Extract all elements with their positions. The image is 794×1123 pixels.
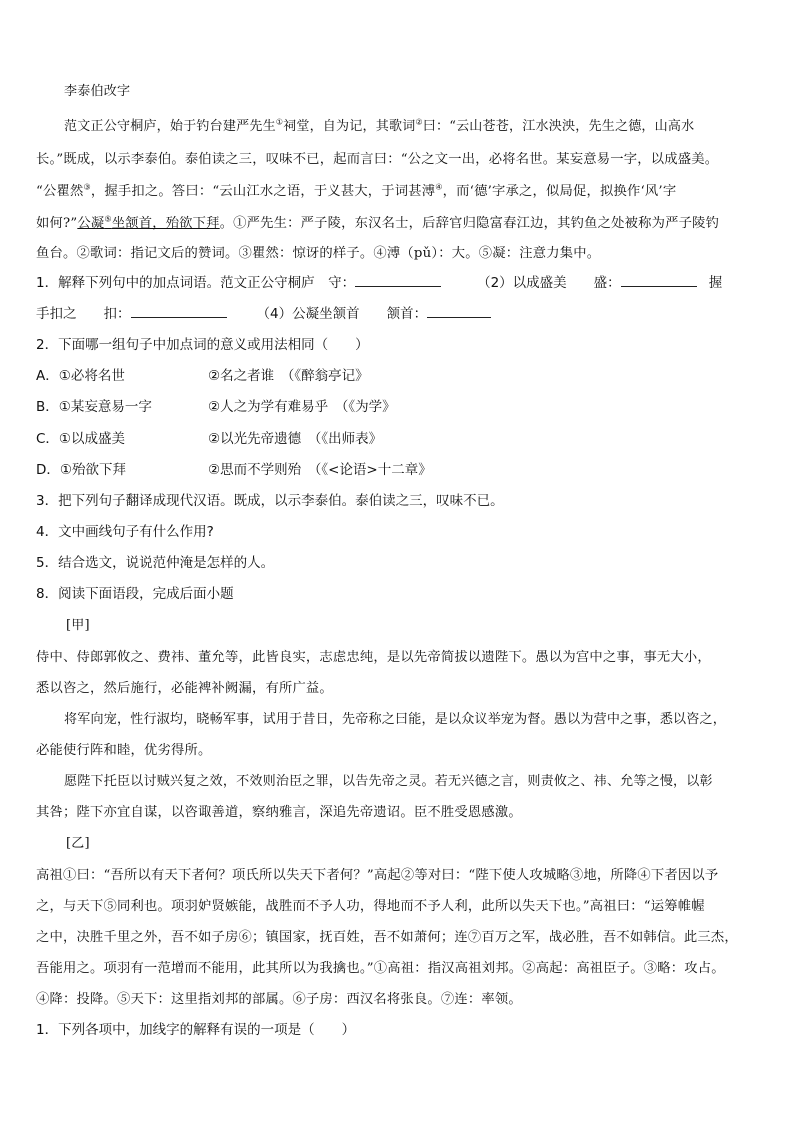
passage-line: 长。”既成，以示李泰伯。泰伯读之三，叹味不已，起而言曰：“公之文一出，必将名世。某妄意易一字，以成盛美。 bbox=[36, 152, 719, 167]
passage-line: 高祖①曰：“吾所以有天下者何？项氏所以失天下者何？”高起②等对曰：“陛下使人攻城略③地，所降④下者因以予 bbox=[36, 868, 719, 883]
question-4: 4．文中画线句子有什么作用? bbox=[36, 524, 214, 540]
question-5: 5．结合选文，说说范仲淹是怎样的人。 bbox=[36, 555, 275, 571]
passage-line: 愿陛下托臣以讨贼兴复之效，不效则治臣之罪，以告先帝之灵。若无兴德之言，则责攸之、祎、允等之慢，以彰 bbox=[64, 774, 713, 789]
section-label-yi: [乙] bbox=[66, 836, 90, 851]
passage-title: 李泰伯改字 bbox=[64, 84, 131, 99]
question-sub-1: 1．下列各项中，加线字的解释有误的一项是（ ） bbox=[36, 1022, 356, 1038]
passage-line: 范文正公守桐庐，始于钓台建严先生①祠堂，自为记，其歌词②曰：“云山苍苍，江水泱泱，先生之德，山高水 bbox=[64, 117, 695, 134]
passage-line: 将军向宠，性行淑均，晓畅军事，试用于昔日，先帝称之曰能，是以众议举宠为督。愚以为营中之事，悉以咨之， bbox=[64, 712, 727, 727]
passage-line: 必能使行阵和睦，优劣得所。 bbox=[36, 743, 212, 758]
option-c-left[interactable]: C．①以成盛美 bbox=[36, 431, 126, 447]
passage-line: ④降：投降。⑤天下：这里指刘邦的部属。⑥子房：西汉名将张良。⑦连：率领。 bbox=[36, 992, 522, 1007]
option-b-right: ②人之为学有难易乎 （《为学》 bbox=[208, 399, 396, 415]
passage-line: “公瞿然③，握手扣之。答曰：“云山江水之语，于义甚大，于词甚溥④，而‘德’字承之，似局促，拟换作‘风’字 bbox=[36, 182, 677, 199]
option-c-right: ②以光先帝遗德 （《出师表》 bbox=[208, 431, 383, 447]
option-d-right: ②思而不学则殆 （《<论语>十二章》 bbox=[208, 462, 432, 478]
passage-line: 其咎；陛下亦宜自谋，以咨诹善道，察纳雅言，深追先帝遗诏。臣不胜受恩感激。 bbox=[36, 805, 522, 820]
passage-line: 侍中、侍郎郭攸之、费祎、董允等，此皆良实，志虑忠纯，是以先帝简拔以遗陛下。愚以为宫中之事，事无大小， bbox=[36, 650, 711, 665]
passage-line: 鱼台。②歌词：指记文后的赞词。③瞿然：惊讶的样子。④溥（pǔ）：大。⑤凝：注意力集中。 bbox=[36, 246, 601, 261]
question-1-cont: 手扣之 扣： （4）公凝坐颔首 颔首： bbox=[36, 302, 760, 322]
option-a-right: ②名之者谁 （《醉翁亭记》 bbox=[208, 368, 369, 384]
question-2: 2．下面哪一组句子中加点词的意义或用法相同（ ） bbox=[36, 337, 369, 353]
answer-blank[interactable] bbox=[621, 274, 697, 287]
answer-blank[interactable] bbox=[427, 305, 491, 318]
option-b-left[interactable]: B．①某妄意易一字 bbox=[36, 399, 152, 415]
answer-blank[interactable] bbox=[131, 305, 227, 318]
passage-line: 悉以咨之，然后施行，必能裨补阙漏，有所广益。 bbox=[36, 681, 333, 696]
answer-blank[interactable] bbox=[355, 274, 441, 287]
option-d-left[interactable]: D．①殆欲下拜 bbox=[36, 462, 126, 478]
passage-line: 如何?”公凝⑤坐颔首，殆欲下拜。①严先生：严子陵，东汉名士，后辞官归隐富春江边，其钓鱼之处被称为严子陵钓 bbox=[36, 214, 720, 231]
option-a-left[interactable]: A．①必将名世 bbox=[36, 368, 125, 384]
question-3: 3．把下列句子翻译成现代汉语。既成，以示李泰伯。泰伯读之三，叹味不已。 bbox=[36, 493, 504, 509]
passage-line: 之中，决胜千里之外，吾不如子房⑥；镇国家，抚百姓，吾不如萧何；连⑦百万之军，战必胜，吾不如韩信。此三杰， bbox=[36, 930, 738, 945]
passage-line: 吾能用之。项羽有一范增而不能用，此其所以为我擒也。”①高祖：指汉高祖刘邦。②高起：高祖臣子。③略：攻占。 bbox=[36, 961, 725, 976]
underlined-sentence: 公凝⑤坐颔首，殆欲下拜 bbox=[77, 214, 220, 231]
question-8: 8．阅读下面语段，完成后面小题 bbox=[36, 586, 234, 602]
section-label-jia: [甲] bbox=[66, 618, 90, 633]
passage-line: 之，与天下⑤同利也。项羽妒贤嫉能，战胜而不予人功，得地而不予人利，此所以失天下也。”高祖曰：“运筹帷幄 bbox=[36, 899, 705, 914]
question-1: 1．解释下列句中的加点词语。范文正公守桐庐 守： （2）以成盛美 盛： 握 bbox=[36, 275, 723, 291]
